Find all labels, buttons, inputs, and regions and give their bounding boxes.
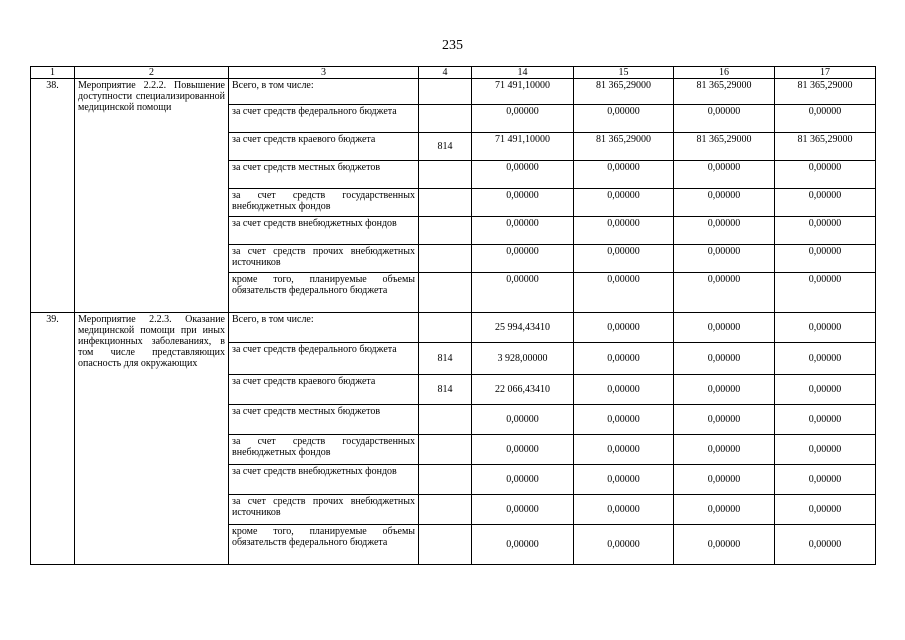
funding-source: кроме того, планируемые объемы обязательств федерального бюджета	[229, 273, 419, 313]
amount-cell: 0,00000	[674, 105, 775, 133]
funding-source: за счет средств местных бюджетов	[229, 161, 419, 189]
column-header: 3	[229, 67, 419, 79]
amount-cell: 0,00000	[674, 189, 775, 217]
amount-cell: 0,00000	[775, 465, 876, 495]
amount-cell: 0,00000	[775, 405, 876, 435]
amount-cell: 0,00000	[472, 273, 574, 313]
amount-cell: 0,00000	[472, 189, 574, 217]
funding-source: за счет средств внебюджетных фондов	[229, 465, 419, 495]
funding-source: кроме того, планируемые объемы обязательств федерального бюджета	[229, 525, 419, 565]
amount-cell: 0,00000	[574, 313, 674, 343]
funding-source: за счет средств государственных внебюджетных фондов	[229, 189, 419, 217]
amount-cell: 0,00000	[775, 189, 876, 217]
budget-table	[30, 66, 876, 565]
table-row	[31, 79, 876, 105]
column-header: 1	[31, 67, 75, 79]
amount-cell: 71 491,10000	[472, 133, 574, 161]
budget-code	[419, 525, 472, 565]
amount-cell: 0,00000	[674, 245, 775, 273]
amount-cell: 0,00000	[574, 375, 674, 405]
column-header: 15	[574, 67, 674, 79]
amount-cell: 0,00000	[775, 217, 876, 245]
budget-code	[419, 495, 472, 525]
amount-cell: 0,00000	[574, 105, 674, 133]
event-name: Мероприятие 2.2.2. Повышение доступности специализированной медицинской помощи	[75, 79, 229, 313]
budget-code	[419, 405, 472, 435]
budget-code	[419, 105, 472, 133]
funding-source: Всего, в том числе:	[229, 79, 419, 105]
amount-cell: 0,00000	[674, 161, 775, 189]
column-header: 2	[75, 67, 229, 79]
header-row	[31, 67, 876, 79]
funding-source: за счет средств федерального бюджета	[229, 343, 419, 375]
amount-cell: 0,00000	[674, 217, 775, 245]
amount-cell: 0,00000	[674, 465, 775, 495]
amount-cell: 0,00000	[775, 161, 876, 189]
amount-cell: 0,00000	[574, 465, 674, 495]
amount-cell: 3 928,00000	[472, 343, 574, 375]
budget-code: 814	[419, 133, 472, 161]
amount-cell: 0,00000	[674, 313, 775, 343]
amount-cell: 0,00000	[472, 495, 574, 525]
amount-cell: 0,00000	[674, 435, 775, 465]
funding-source: Всего, в том числе:	[229, 313, 419, 343]
budget-code	[419, 189, 472, 217]
funding-source: за счет средств прочих внебюджетных источников	[229, 495, 419, 525]
budget-code	[419, 245, 472, 273]
funding-source: за счет средств прочих внебюджетных источников	[229, 245, 419, 273]
amount-cell: 0,00000	[775, 525, 876, 565]
amount-cell: 81 365,29000	[674, 133, 775, 161]
event-name: Мероприятие 2.2.3. Оказание медицинской помощи при иных инфекционных заболеваниях, в том числе представляющих опасность для окружающих	[75, 313, 229, 565]
amount-cell: 0,00000	[472, 435, 574, 465]
amount-cell: 0,00000	[674, 273, 775, 313]
budget-code	[419, 313, 472, 343]
amount-cell: 0,00000	[472, 217, 574, 245]
amount-cell: 0,00000	[574, 273, 674, 313]
budget-code	[419, 79, 472, 105]
budget-code	[419, 435, 472, 465]
amount-cell: 0,00000	[574, 161, 674, 189]
funding-source: за счет средств государственных внебюджетных фондов	[229, 435, 419, 465]
amount-cell: 0,00000	[472, 245, 574, 273]
budget-code: 814	[419, 343, 472, 375]
amount-cell: 81 365,29000	[574, 133, 674, 161]
amount-cell: 22 066,43410	[472, 375, 574, 405]
amount-cell: 0,00000	[775, 313, 876, 343]
amount-cell: 81 365,29000	[574, 79, 674, 105]
column-header: 16	[674, 67, 775, 79]
funding-source: за счет средств внебюджетных фондов	[229, 217, 419, 245]
amount-cell: 0,00000	[574, 343, 674, 375]
amount-cell: 0,00000	[775, 435, 876, 465]
amount-cell: 25 994,43410	[472, 313, 574, 343]
budget-code	[419, 465, 472, 495]
amount-cell: 0,00000	[574, 217, 674, 245]
amount-cell: 0,00000	[574, 525, 674, 565]
amount-cell: 0,00000	[574, 189, 674, 217]
page-number: 235	[442, 38, 463, 53]
funding-source: за счет средств местных бюджетов	[229, 405, 419, 435]
funding-source: за счет средств краевого бюджета	[229, 375, 419, 405]
budget-code: 814	[419, 375, 472, 405]
amount-cell: 0,00000	[674, 343, 775, 375]
budget-code	[419, 161, 472, 189]
amount-cell: 0,00000	[472, 465, 574, 495]
amount-cell: 0,00000	[472, 161, 574, 189]
row-number: 38.	[31, 79, 75, 313]
amount-cell: 81 365,29000	[775, 133, 876, 161]
amount-cell: 81 365,29000	[674, 79, 775, 105]
amount-cell: 0,00000	[775, 375, 876, 405]
amount-cell: 0,00000	[574, 435, 674, 465]
amount-cell: 0,00000	[775, 273, 876, 313]
amount-cell: 0,00000	[775, 343, 876, 375]
row-number: 39.	[31, 313, 75, 565]
table-row	[31, 313, 876, 343]
amount-cell: 0,00000	[775, 495, 876, 525]
funding-source: за счет средств федерального бюджета	[229, 105, 419, 133]
amount-cell: 0,00000	[674, 495, 775, 525]
amount-cell: 0,00000	[472, 405, 574, 435]
amount-cell: 0,00000	[574, 245, 674, 273]
amount-cell: 0,00000	[775, 245, 876, 273]
amount-cell: 0,00000	[674, 375, 775, 405]
budget-code	[419, 273, 472, 313]
column-header: 14	[472, 67, 574, 79]
amount-cell: 71 491,10000	[472, 79, 574, 105]
column-header: 17	[775, 67, 876, 79]
amount-cell: 0,00000	[472, 525, 574, 565]
amount-cell: 0,00000	[775, 105, 876, 133]
table-body	[31, 67, 876, 565]
amount-cell: 0,00000	[574, 405, 674, 435]
amount-cell: 0,00000	[674, 525, 775, 565]
amount-cell: 81 365,29000	[775, 79, 876, 105]
budget-code	[419, 217, 472, 245]
column-header: 4	[419, 67, 472, 79]
funding-source: за счет средств краевого бюджета	[229, 133, 419, 161]
amount-cell: 0,00000	[674, 405, 775, 435]
amount-cell: 0,00000	[472, 105, 574, 133]
amount-cell: 0,00000	[574, 495, 674, 525]
